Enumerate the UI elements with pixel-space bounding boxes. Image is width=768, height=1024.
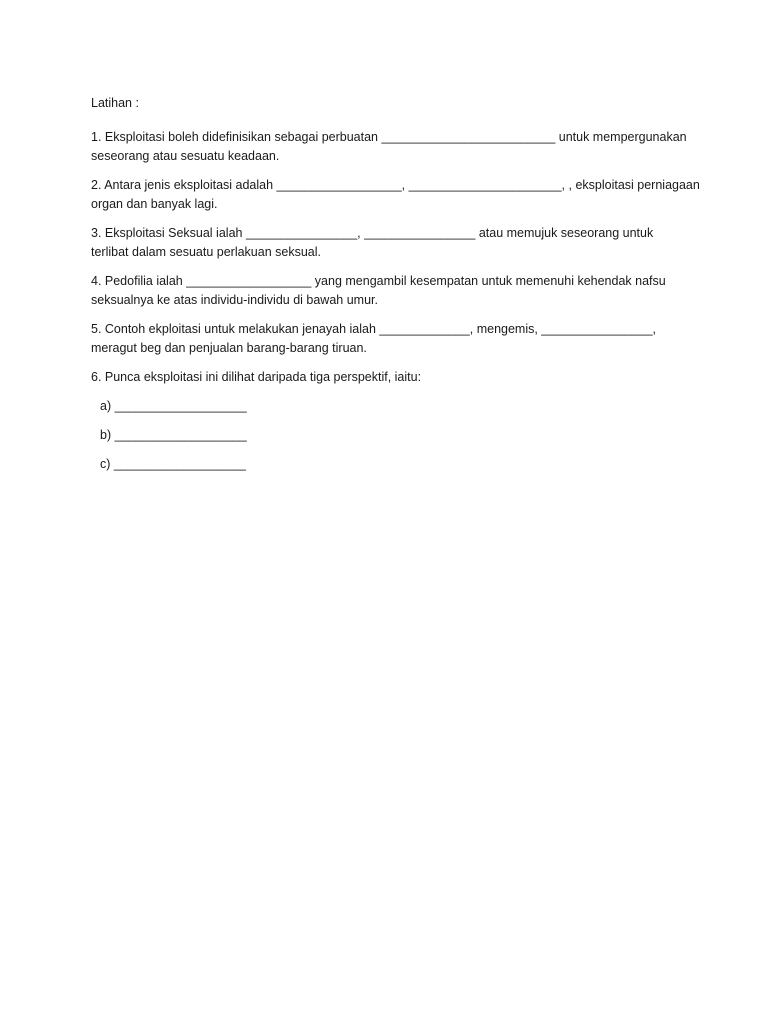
question-3-line-1: 3. Eksploitasi Seksual ialah ________________, ________________ atau memujuk seseorang untuk xyxy=(91,226,654,240)
question-5 xyxy=(91,320,691,358)
question-6 xyxy=(91,368,691,387)
perspective-list xyxy=(91,397,691,474)
worksheet-title: Latihan : xyxy=(91,96,139,110)
question-1-line-1: 1. Eksploitasi boleh didefinisikan sebagai perbuatan _________________________ untuk mempergunakan xyxy=(91,130,687,144)
worksheet xyxy=(91,94,700,484)
question-5-line-2: meragut beg dan penjualan barang-barang tiruan. xyxy=(91,341,367,355)
question-5-line-1: 5. Contoh ekploitasi untuk melakukan jenayah ialah _____________, mengemis, ________________, xyxy=(91,322,657,336)
question-3-line-2: terlibat dalam sesuatu perlakuan seksual. xyxy=(91,245,321,259)
question-1-line-2: seseorang atau sesuatu keadaan. xyxy=(91,149,280,163)
perspective-item-a: a) ___________________ xyxy=(100,399,247,413)
question-6-line-1: 6. Punca eksploitasi ini dilihat daripada tiga perspektif, iaitu: xyxy=(91,370,422,384)
question-1 xyxy=(91,128,691,166)
perspective-item-b: b) ___________________ xyxy=(100,428,247,442)
perspective-item-c: c) ___________________ xyxy=(100,457,246,471)
question-3 xyxy=(91,224,691,262)
question-4-line-1: 4. Pedofilia ialah __________________ yang mengambil kesempatan untuk memenuhi kehendak nafsu xyxy=(91,274,666,288)
question-4 xyxy=(91,272,691,310)
question-2-line-1: 2. Antara jenis eksploitasi adalah __________________, ______________________, , eksploitasi perniagaan xyxy=(91,178,700,192)
question-2 xyxy=(91,176,700,214)
question-4-line-2: seksualnya ke atas individu-individu di bawah umur. xyxy=(91,293,378,307)
question-2-line-2: organ dan banyak lagi. xyxy=(91,197,218,211)
